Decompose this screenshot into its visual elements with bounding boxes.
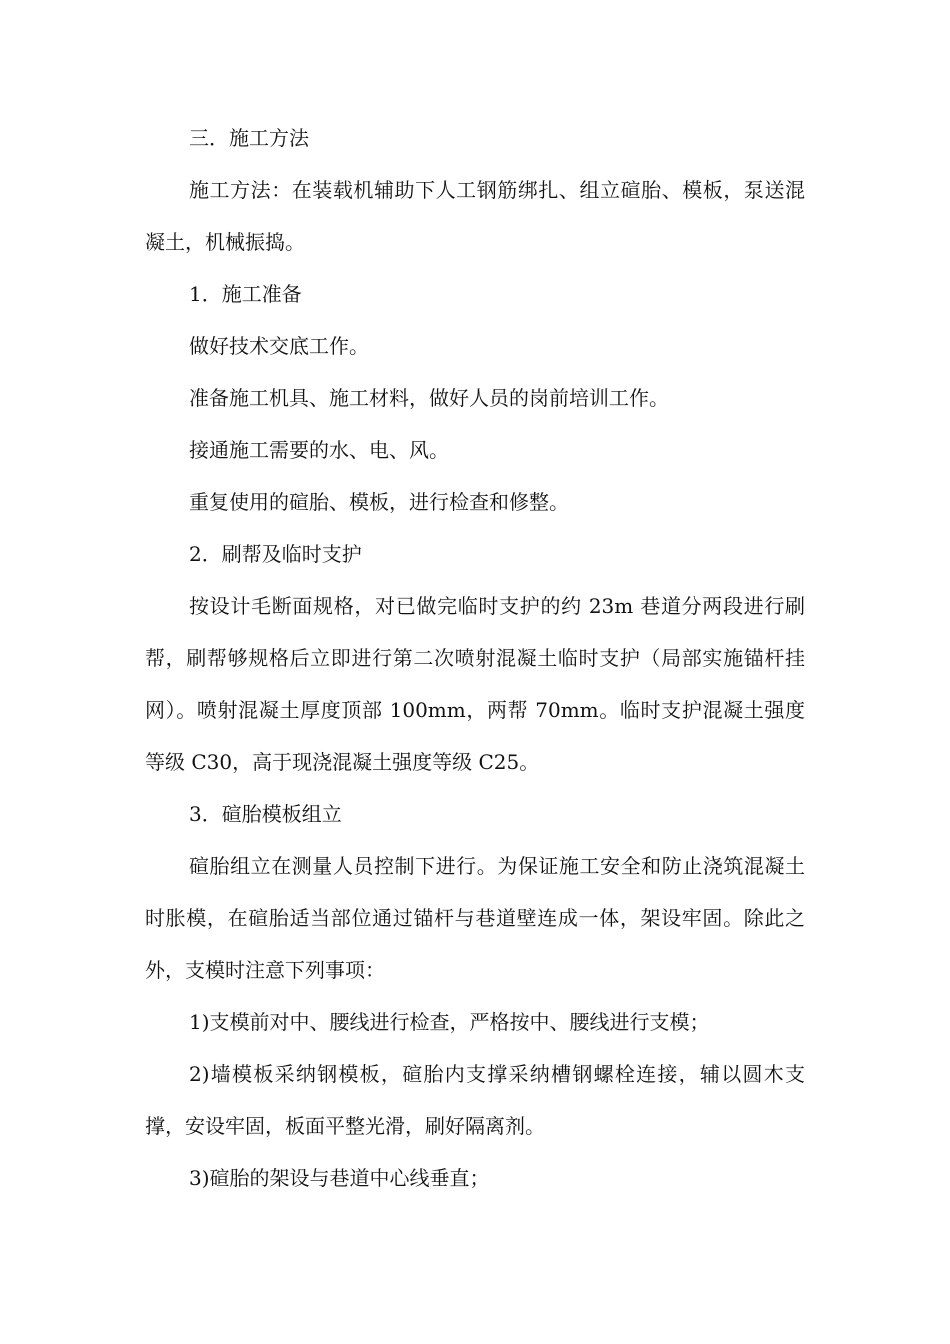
paragraph-method-summary: 施工方法：在装载机辅助下人工钢筋绑扎、组立碹胎、模板，泵送混凝土，机械振捣。 bbox=[145, 178, 805, 254]
paragraph-tools-materials: 准备施工机具、施工材料，做好人员的岗前培训工作。 bbox=[189, 386, 669, 410]
paragraph-reuse-inspection: 重复使用的碹胎、模板，进行检查和修整。 bbox=[189, 490, 569, 514]
subheading-preparation: 1．施工准备 bbox=[189, 282, 302, 306]
paragraph-technical-briefing: 做好技术交底工作。 bbox=[189, 334, 369, 358]
section-heading-construction-method: 三．施工方法 bbox=[189, 126, 309, 150]
paragraph-formwork-details: 碹胎组立在测量人员控制下进行。为保证施工安全和防止浇筑混凝土时胀模，在碹胎适当部位通过锚杆与巷道壁连成一体，架设牢固。除此之外，支模时注意下列事项： bbox=[145, 854, 805, 982]
document-body bbox=[145, 112, 805, 1204]
paragraph-utilities: 接通施工需要的水、电、风。 bbox=[189, 438, 449, 462]
list-item-3: 3)碹胎的架设与巷道中心线垂直； bbox=[189, 1166, 490, 1190]
subheading-brushing-support: 2．刷帮及临时支护 bbox=[189, 542, 362, 566]
list-item-2: 2)墙模板采纳钢模板，碹胎内支撑采纳槽钢螺栓连接，辅以圆木支撑，安设牢固，板面平整光滑，刷好隔离剂。 bbox=[145, 1062, 805, 1138]
paragraph-brushing-details: 按设计毛断面规格，对已做完临时支护的约 23m 巷道分两段进行刷帮，刷帮够规格后立即进行第二次喷射混凝土临时支护（局部实施锚杆挂网）。喷射混凝土厚度顶部 100mm，两帮 70mm。临时支护混凝土强度等级 C30，高于现浇混凝土强度等级 C25。 bbox=[145, 594, 805, 774]
subheading-formwork-assembly: 3．碹胎模板组立 bbox=[189, 802, 342, 826]
list-item-1: 1)支模前对中、腰线进行检查，严格按中、腰线进行支模； bbox=[189, 1010, 710, 1034]
